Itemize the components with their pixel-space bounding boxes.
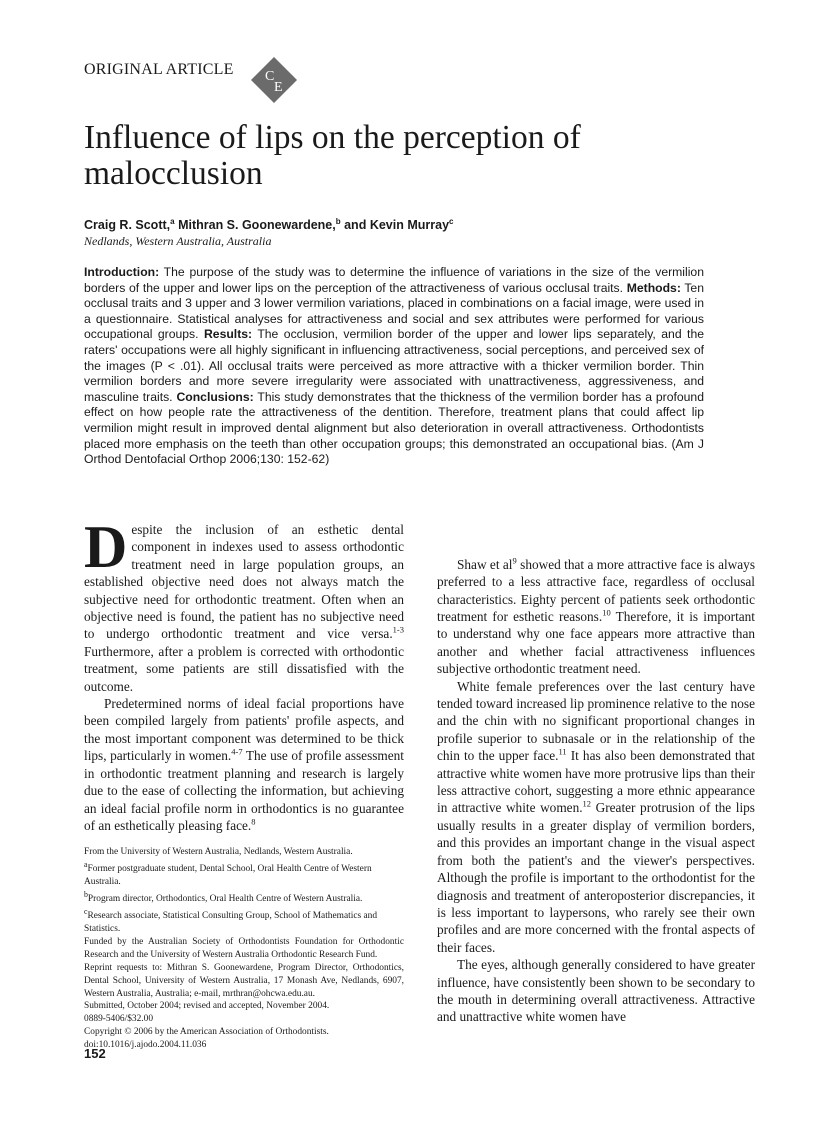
footnote: Submitted, October 2004; revised and accepted, November 2004. [84,1001,330,1012]
citation: 8 [251,816,256,827]
footnote: Copyright © 2006 by the American Association of Orthodontists. [84,1027,329,1038]
footnote: Funded by the Australian Society of Orthodontists Foundation for Orthodontic Research and the University of Western Australia Orthodontic Research Fund. [84,936,404,960]
citation: 4-7 [231,746,243,757]
citation: 11 [558,746,567,757]
body-paragraph: The eyes, although generally considered to have greater influence, have consistently been shown to be secondary to the mouth in determining overall attractiveness. Attractive and unattractive white women have [437,957,755,1025]
drop-cap: D [84,514,128,580]
author-list: Craig R. Scott,$^a$ Mithran S. Goonewardene,$^b$ and Kevin Murray$^c$ [84,217,454,233]
citation: 1-3 [392,625,404,636]
footnote: doi:10.1016/j.ajodo.2004.11.036 [84,1040,207,1051]
footnotes [84,842,404,1052]
footnote: $^b$Program director, Orthodontics, Oral Health Centre of Western Australia. [84,889,363,905]
citation: 9 [512,555,517,566]
footnote: $^c$Research associate, Statistical Consulting Group, School of Mathematics and Statistics. [84,907,378,935]
body-paragraph: White female preferences over the last century have tended toward increased lip prominence relative to the nose and the chin with no significant proportional changes in profile superior to subnasale or in the relationship of the chin to the upper face.$^{11}$ It has also been demonstrated that attractive white women have more protrusive lips than their less attractive cohort, suggesting a more ethnic appearance in attractive white women.$^{12}$ Greater protrusion of the lips usually results in a greater display of vermilion borders, and this provides an important change in the visual aspect from both the patient's and the viewer's perspectives. Although the profile is important to the orthodontist for the diagnosis and treatment of anteroposterior discrepancies, it is less important to laypersons, who rarely see their own profiles and are more concerned with the frontal aspects of their faces. [437,678,755,955]
page-number: 152 [84,1046,106,1061]
author-name: Kevin Murray [369,218,450,233]
author-name: Mithran S. Goonewardene, [178,218,336,233]
body-column-right [437,521,755,1026]
svg-text:C: C [265,69,275,84]
body-paragraph: Shaw et al$^9$ showed that a more attractive face is always preferred to a less attractive face, regardless of occlusal characteristics. Eighty percent of patients seek orthodontic treatment for esthetic reasons.$^{10}$ Therefore, it is important to understand why one face appears more attractive than another and whether facial attractiveness influences subjective orthodontic treatment need. [437,555,756,677]
author-affiliation: Nedlands, Western Australia, Australia [84,234,272,248]
section-label: ORIGINAL ARTICLE [84,61,234,78]
footnote: Reprint requests to: Mithran S. Goonewardene, Program Director, Orthodontics, Dental School, University of Western Australia, 17 Monash Ave, Nedlands, 6907, Western Australia, Australia; e-mail, mrthran@ohcwa.edu.au. [84,962,404,999]
author-name: Craig R. Scott, [84,218,171,233]
body-paragraph: Predetermined norms of ideal facial proportions have been compiled largely from patients' profile aspects, and the most important component was determined to be thick lips, particularly in women.$^{4-7}$ The use of profile assessment in orthodontic treatment planning and research is largely due to the ease of collecting the information, but achieving an ideal facial profile norm in orthodontics is no guarantee of an esthetically pleasing face.$^8$ [84,696,405,833]
footnote: 0889-5406/$32.00 [84,1014,154,1025]
ce-credit-badge-icon [251,57,297,103]
citation: 12 [582,799,592,810]
citation: 10 [602,607,611,618]
article-title: Influence of lips on the perception of malocclusion [84,119,581,192]
svg-text:E: E [274,80,283,95]
abstract: Introduction: The purpose of the study was to determine the influence of variations in the size of the vermilion borders of the upper and lower lips on the perception of the attractiveness of various occlusal traits. Methods: Ten occlusal traits and 3 upper and 3 lower vermilion variations, placed in combinations on a facial image, were used in a questionnaire. Statistical analyses for attractiveness and social and sex attributes were performed for various occupational groups. Results: The occlusion, vermilion border of the upper and lower lips separately, and the raters' occupations were all highly significant in influencing attractiveness, social perceptions, and perceived sex of the images (P < .01). All occlusal traits were perceived as more attractive with a thicker vermilion border. Thin vermilion borders and more severe irregularity were associated with unattractiveness, aggressiveness, and masculine traits. Conclusions: This study demonstrates that the thickness of the vermilion border has a profound effect on how people rate the attractiveness of the dentition. Therefore, treatment plans that could affect lip vermilion might result in improved dental alignment but also deterioration in overall attractiveness. Orthodontists placed more emphasis on the teeth than other occupation groups; this demonstrated an occupational bias. (Am J Orthod Dentofacial Orthop 2006;130: 152-62) [84,265,704,467]
body-column-left [84,514,405,834]
body-paragraph: Despite the inclusion of an esthetic dental component in indexes used to assess orthodontic treatment need in large population groups, an established objective need does not always match the subjective need for orthodontic treatment. Often when an objective need is found, the patient has no subjective need to undergo orthodontic treatment and vice versa.$^{1-3}$ Furthermore, after a problem is corrected with orthodontic treatment, some patients are still dissatisfied with the outcome. [84,514,404,694]
footnote: $^a$Former postgraduate student, Dental School, Oral Health Centre of Western Australia. [84,860,372,888]
footnote: From the University of Western Australia, Nedlands, Western Australia. [84,847,353,858]
